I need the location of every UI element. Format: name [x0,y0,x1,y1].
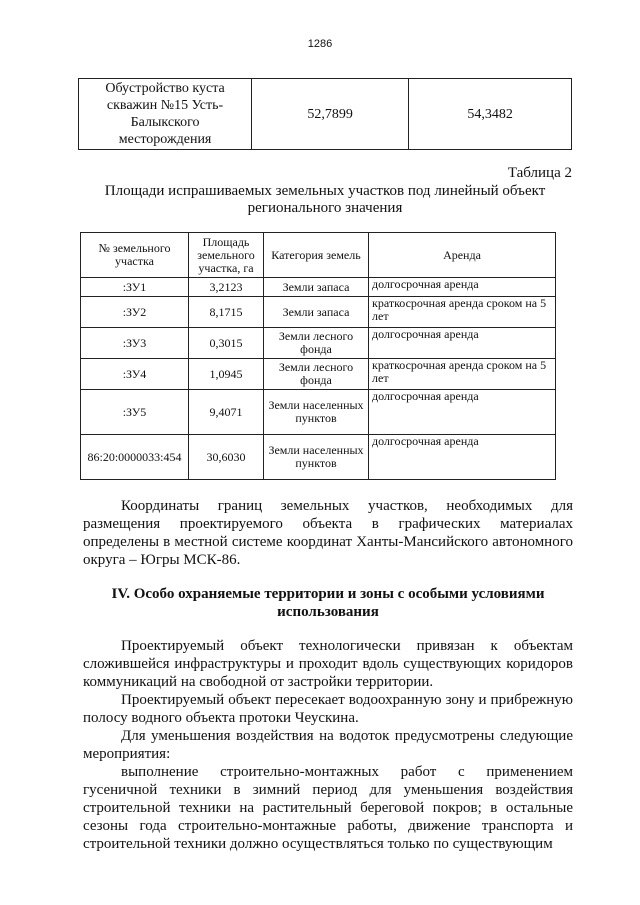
paragraph-measures-intro: Для уменьшения воздействия на водоток предусмотрены следующие мероприятия: [83,728,573,762]
land-category-cell: Земли населенных пунктов [264,435,369,480]
header-land-category: Категория земель [264,233,369,278]
land-category-cell: Земли населенных пунктов [264,390,369,435]
plot-area-cell: 3,2123 [189,278,264,297]
land-category-cell: Земли лесного фонда [264,359,369,390]
lease-cell: краткосрочная аренда сроком на 5 лет [369,297,556,328]
plot-number-cell: :ЗУ4 [81,359,189,390]
lease-cell: долгосрочная аренда [369,390,556,435]
plot-number-cell: :ЗУ1 [81,278,189,297]
section-heading: IV. Особо охраняемые территории и зоны с особыми условиями использования [111,586,545,620]
lease-cell: долгосрочная аренда [369,328,556,359]
plot-area-cell: 30,6030 [189,435,264,480]
lease-cell: долгосрочная аренда [369,278,556,297]
page-number: 1286 [307,38,333,50]
field-summary-table [78,78,572,150]
plot-number-cell: :ЗУ2 [81,297,189,328]
coordinates-paragraph: Координаты границ земельных участков, необходимых для размещения проектируемого объекта в графических материалах определены в местной системе координат Ханты-Мансийского автономного округа – Югры МСК-86. [83,498,573,568]
table-row [81,390,556,435]
table-row [81,435,556,480]
area-value-1-cell: 52,7899 [252,79,409,150]
plot-number-cell: :ЗУ3 [81,328,189,359]
land-category-cell: Земли лесного фонда [264,328,369,359]
land-category-cell: Земли запаса [264,278,369,297]
paragraph-measures-list: выполнение строительно-монтажных работ с применением гусеничной техники в зимний период для уменьшения воздействия строительной техники на растительный береговой покров; в остальные сезоны года строительно-монтажные работы, движение транспорта и строительной техники должно осуществляться только по существующим [83,764,573,852]
plot-area-cell: 8,1715 [189,297,264,328]
plot-number-cell: :ЗУ5 [81,390,189,435]
land-plots-table [80,232,556,480]
paragraph-infrastructure: Проектируемый объект технологически привязан к объектам сложившейся инфраструктуры и проходит вдоль существующих коридоров коммуникаций на свободной от застройки территории. [83,638,573,690]
table-row [81,359,556,390]
plot-area-cell: 0,3015 [189,328,264,359]
plot-area-cell: 9,4071 [189,390,264,435]
table-row [81,278,556,297]
table-row [81,328,556,359]
header-lease: Аренда [369,233,556,278]
area-value-2-cell: 54,3482 [409,79,572,150]
table-title: Площади испрашиваемых земельных участков под линейный объект регионального значения [104,183,546,216]
table-row [81,297,556,328]
lease-cell: долгосрочная аренда [369,435,556,480]
table-row [79,79,572,150]
facility-name-cell: Обустройство куста скважин №15 Усть-Балыкского месторождения [79,79,252,150]
plot-area-cell: 1,0945 [189,359,264,390]
lease-cell: краткосрочная аренда сроком на 5 лет [369,359,556,390]
land-category-cell: Земли запаса [264,297,369,328]
table-header-row [81,233,556,278]
header-plot-number: № земельного участка [81,233,189,278]
header-plot-area: Площадь земельного участка, га [189,233,264,278]
plot-number-cell: 86:20:0000033:454 [81,435,189,480]
table-label: Таблица 2 [507,165,572,181]
paragraph-water-zone: Проектируемый объект пересекает водоохранную зону и прибрежную полосу водного объекта протоки Чеускина. [83,692,573,726]
